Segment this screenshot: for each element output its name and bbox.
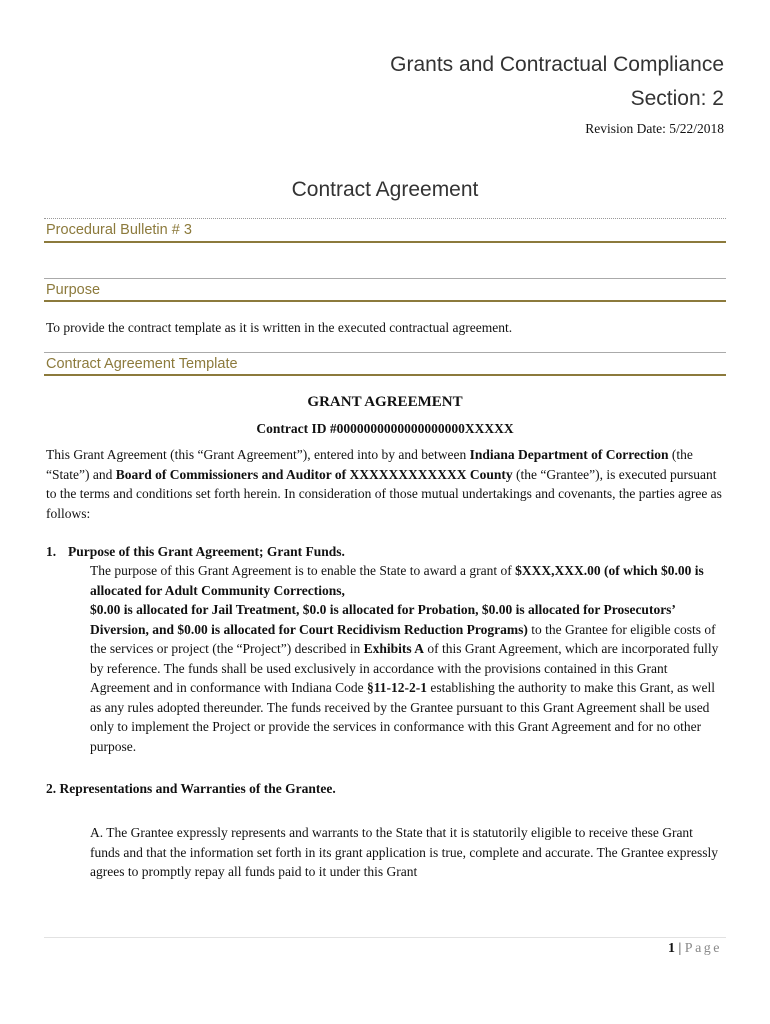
intro-paragraph: This Grant Agreement (this “Grant Agreement”), entered into by and between Indiana Department of Correction (the “State”) and Board of Commissioners and Auditor of XXXXXXXXXXXX County (the “Grantee”), is executed pursuant to the terms and conditions set forth herein. In consideration of those mutual undertakings and covenants, the parties agree as follows: [46, 447, 722, 521]
document-title: Contract Agreement [291, 178, 479, 201]
section2-heading: 2. Representations and Warranties of the Grantee. [46, 781, 336, 796]
bulletin-heading: Procedural Bulletin # 3 [46, 222, 192, 238]
contract-id: Contract ID #0000000000000000000XXXXX [256, 421, 514, 436]
section1-heading: 1. Purpose of this Grant Agreement; Grant Funds. [46, 544, 345, 559]
revision-date: Revision Date: 5/22/2018 [585, 121, 724, 136]
divider [44, 218, 726, 219]
template-heading: Contract Agreement Template [46, 356, 238, 372]
divider [44, 278, 726, 279]
divider [44, 300, 726, 302]
header-section: Section: 2 [630, 87, 724, 110]
section2-paragraph-a: A. The Grantee expressly represents and warrants to the State that it is statutorily eligible to receive these Grant funds and that the information set forth in its grant application is true, complete and accurate. The Grantee expressly agrees to promptly repay all funds paid to it under this Grant [90, 825, 719, 879]
purpose-heading: Purpose [46, 282, 101, 298]
header-title: Grants and Contractual Compliance [390, 53, 724, 76]
agreement-title: GRANT AGREEMENT [307, 394, 463, 410]
divider [44, 352, 726, 353]
divider [44, 374, 726, 376]
purpose-text: To provide the contract template as it is written in the executed contractual agreement. [46, 320, 513, 335]
footer-divider [44, 937, 726, 938]
page-number: 1 | Page [667, 941, 722, 956]
section1-body: The purpose of this Grant Agreement is to enable the State to award a grant of $XXX,XXX.00 (of which $0.00 is allocated for Adult Community Corrections, $0.00 is allocated for Jail Treatment, $0.0 is allocated for Probation, $0.00 is allocated for Prosecutors’ Diversion, and $0.00 is allocated for Court Recidivism Reduction Programs) to the Grantee for eligible costs of the services or project (the “Project”) described in Exhibits A of this Grant Agreement, which are incorporated fully by reference. The funds shall be used exclusively in accordance with the provisions contained in this Grant Agreement and in conformance with Indiana Code §11-12-2-1 establishing the authority to make this Grant, as well as any rules adopted thereunder. The funds received by the Grantee pursuant to this Grant Agreement shall be used only to implement the Project or provide the services in conformance with this Grant Agreement and for no other purpose. [90, 563, 719, 754]
divider [44, 241, 726, 243]
